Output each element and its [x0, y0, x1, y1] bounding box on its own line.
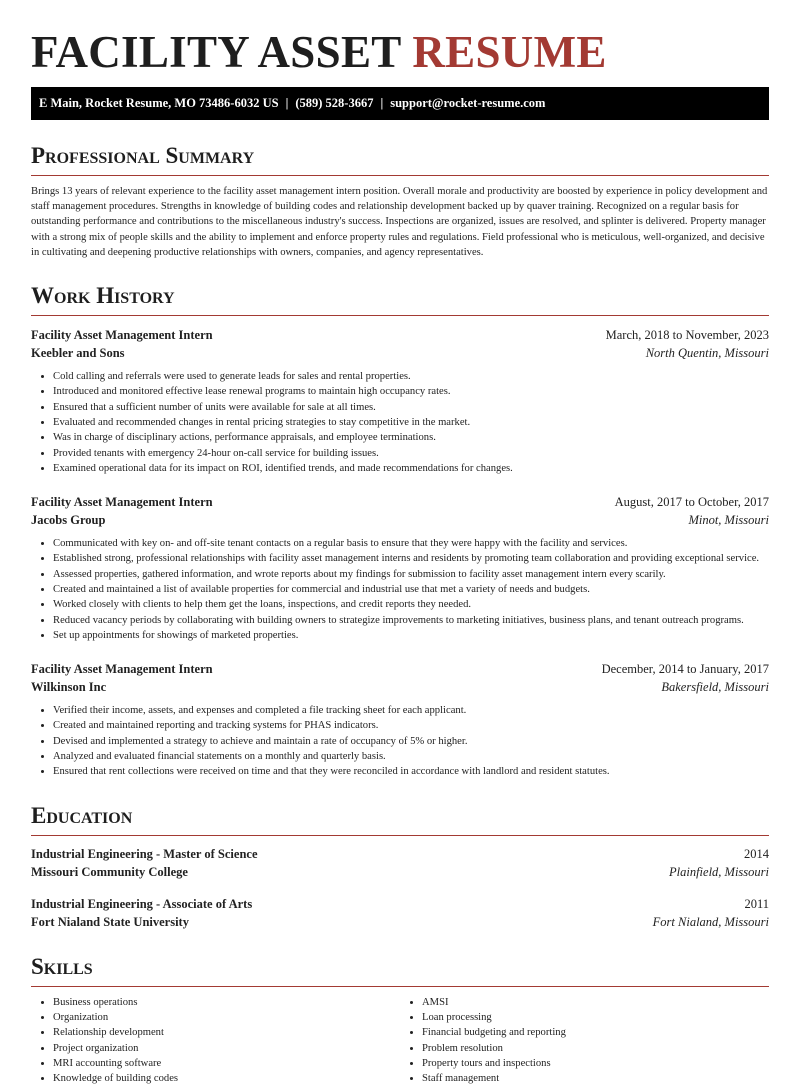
skills-list — [31, 987, 769, 1086]
skill-item: • Staff management — [422, 1071, 769, 1086]
school-row — [31, 863, 769, 881]
bullet-item: • Established strong, professional relationships with facility asset management interns and residents by promoting team collaboration and providing exceptional service. — [53, 551, 769, 566]
school-location: Fort Nialand, Missouri — [652, 914, 769, 929]
bullet-item: • Ensured that a sufficient number of units were available for sale at all times. — [53, 400, 769, 415]
job-bullets — [31, 703, 769, 779]
education-entry — [31, 895, 769, 931]
skill-item: • Property tours and inspections — [422, 1056, 769, 1071]
skill-item: • Organization — [53, 1010, 400, 1025]
bullet-item: • Examined operational data for its impact on ROI, identified trends, and made recommendations for changes. — [53, 461, 769, 476]
bullet-item: • Verified their income, assets, and expenses and completed a file tracking sheet for each applicant. — [53, 703, 769, 718]
job-header-row — [31, 660, 769, 678]
skills-column-right — [400, 995, 769, 1086]
school-name: Missouri Community College — [31, 864, 188, 879]
resume-title — [31, 0, 769, 77]
job-location: North Quentin, Missouri — [645, 346, 769, 361]
school-location: Plainfield, Missouri — [669, 864, 769, 879]
skill-item: • MRI accounting software — [53, 1056, 400, 1071]
job-company-row — [31, 344, 769, 362]
job-title: Facility Asset Management Intern — [31, 662, 213, 677]
bullet-item: • Created and maintained a list of available properties for commercial and industrial use that met a variety of needs and budgets. — [53, 582, 769, 597]
bullet-item: • Evaluated and recommended changes in rental pricing strategies to stay competitive in the market. — [53, 415, 769, 430]
bullet-item: • Ensured that rent collections were received on time and that they were reconciled in accordance with landlord and resident statutes. — [53, 764, 769, 779]
degree-row — [31, 845, 769, 863]
skill-item: • Problem resolution — [422, 1041, 769, 1056]
skill-item: • Business operations — [53, 995, 400, 1010]
job-company-row — [31, 678, 769, 696]
separator: | — [285, 96, 289, 110]
bullet-item: • Created and maintained reporting and tracking systems for PHAS indicators. — [53, 718, 769, 733]
job-header-row — [31, 326, 769, 344]
job-entry — [31, 493, 769, 650]
spacer — [31, 643, 769, 650]
separator: | — [380, 96, 384, 110]
job-dates: March, 2018 to November, 2023 — [605, 328, 769, 343]
bullet-item: • Provided tenants with emergency 24-hour on-call service for building issues. — [53, 446, 769, 461]
bullet-item: • Analyzed and evaluated financial statements on a monthly and quarterly basis. — [53, 749, 769, 764]
school-row — [31, 913, 769, 931]
spacer — [31, 476, 769, 483]
contact-bar — [31, 87, 769, 120]
skill-item: • Financial budgeting and reporting — [422, 1025, 769, 1040]
bullet-item: • Reduced vacancy periods by collaborating with building owners to strategize improvements to marketing initiatives, business plans, and tenant outreach programs. — [53, 613, 769, 628]
job-title: Facility Asset Management Intern — [31, 328, 213, 343]
school-name: Fort Nialand State University — [31, 914, 189, 929]
company-name: Wilkinson Inc — [31, 680, 107, 695]
company-name: Jacobs Group — [31, 513, 106, 528]
phone: (589) 528-3667 — [295, 96, 374, 110]
bullet-item: • Set up appointments for showings of marketed properties. — [53, 628, 769, 643]
degree: Industrial Engineering - Associate of Arts — [31, 896, 253, 911]
skill-item: • Loan processing — [422, 1010, 769, 1025]
job-dates: August, 2017 to October, 2017 — [614, 495, 769, 510]
graduation-year: 2011 — [744, 896, 769, 911]
work-history-list — [31, 326, 769, 780]
bullet-item: • Communicated with key on- and off-site tenant contacts on a regular basis to ensure that they were happy with the facility and services. — [53, 536, 769, 551]
job-entry — [31, 326, 769, 483]
skill-item: • Project organization — [53, 1041, 400, 1056]
skill-item: • Relationship development — [53, 1025, 400, 1040]
bullet-item: • Assessed properties, gathered information, and wrote reports about my findings for submission to facility asset management intern every scarily. — [53, 567, 769, 582]
email[interactable]: support@rocket-resume.com — [390, 96, 546, 110]
summary-text: Brings 13 years of relevant experience to the facility asset management intern position. Overall morale and productivity are boosted by experience in policy development and staff management procedures. Strengths in knowledge of building codes and relationship development backed up by quaver training. Recognized on a regular basis for outstanding performance and contributions to the miscellaneous industry's success. Inspections are organized, issues are resolved, and splinter is delivered. Property manager with a strong mix of people skills and the ability to implement and enforce property rules and regulations. Field professional who is meticulous, well-organized, and decisive in cultivating and deepening productive relationships with owners, companies, and agency representatives. — [31, 186, 768, 258]
skills-column-left — [31, 995, 400, 1086]
job-header-row — [31, 493, 769, 511]
job-title: Facility Asset Management Intern — [31, 495, 213, 510]
bullet-item: • Devised and implemented a strategy to achieve and maintain a rate of occupancy of 5% or higher. — [53, 734, 769, 749]
graduation-year: 2014 — [744, 846, 769, 861]
title-accent: RESUME — [412, 27, 607, 77]
bullet-item: • Was in charge of disciplinary actions, performance appraisals, and employee terminations. — [53, 430, 769, 445]
job-bullets — [31, 369, 769, 476]
job-company-row — [31, 511, 769, 529]
skill-item: • Knowledge of building codes — [53, 1071, 400, 1086]
bullet-item: • Cold calling and referrals were used to generate leads for sales and rental properties. — [53, 369, 769, 384]
work-history-heading: Work History — [31, 282, 769, 316]
company-name: Keebler and Sons — [31, 346, 125, 361]
title-main: FACILITY ASSET — [31, 27, 401, 77]
skills-heading: Skills — [31, 953, 769, 987]
summary-heading: Professional Summary — [31, 142, 769, 176]
job-entry — [31, 660, 769, 779]
job-dates: December, 2014 to January, 2017 — [601, 662, 769, 677]
degree: Industrial Engineering - Master of Science — [31, 846, 258, 861]
address: E Main, Rocket Resume, MO 73486-6032 US — [39, 96, 279, 110]
skill-item: • AMSI — [422, 995, 769, 1010]
job-location: Bakersfield, Missouri — [661, 680, 769, 695]
education-entry — [31, 845, 769, 881]
job-location: Minot, Missouri — [688, 513, 769, 528]
education-heading: Education — [31, 802, 769, 836]
bullet-item: • Worked closely with clients to help them get the loans, inspections, and credit reports they needed. — [53, 597, 769, 612]
job-bullets — [31, 536, 769, 643]
degree-row — [31, 895, 769, 913]
education-list — [31, 845, 769, 931]
bullet-item: • Introduced and monitored effective lease renewal programs to maintain high occupancy rates. — [53, 384, 769, 399]
